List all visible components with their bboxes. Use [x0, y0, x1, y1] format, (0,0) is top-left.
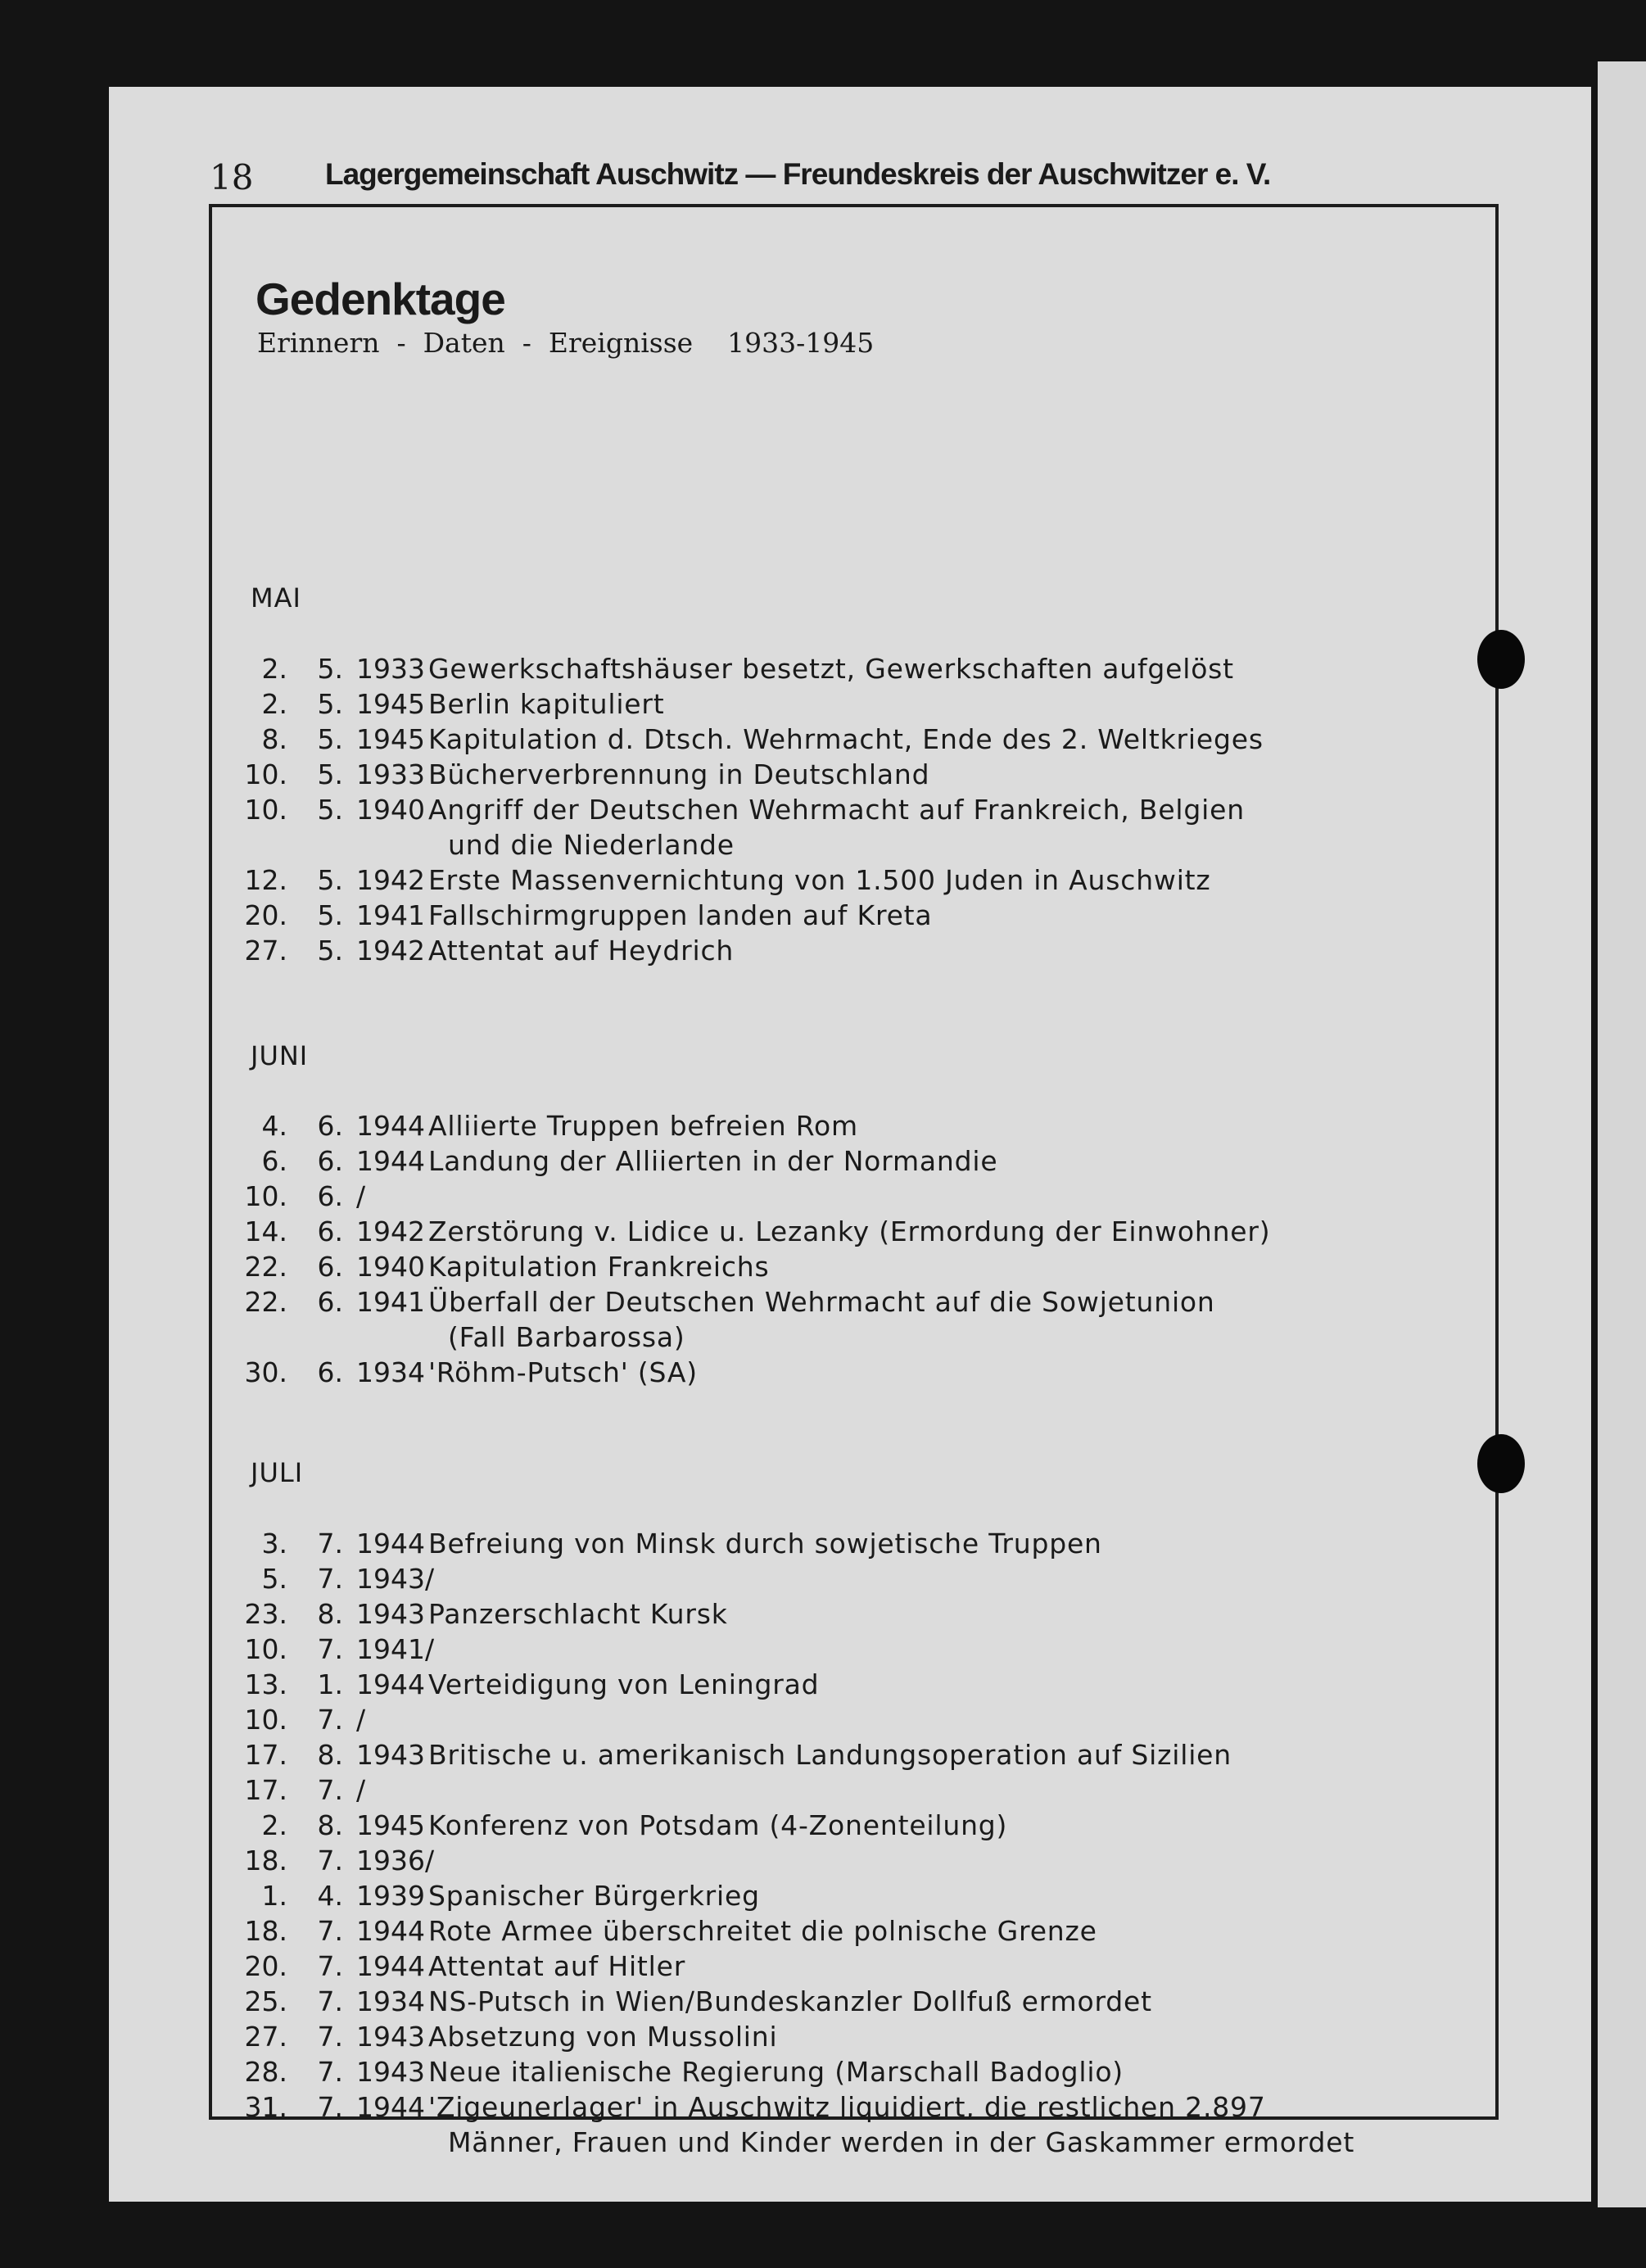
event-year: 1944 — [356, 1915, 425, 1947]
event-text: Neue italienische Regierung (Marschall Badoglio) — [428, 2056, 1124, 2088]
event-list-juni — [212, 1108, 1490, 1390]
event-text-continuation: und die Niederlande — [448, 829, 735, 861]
event-day: 10. — [244, 1704, 287, 1736]
event-year: 1945 — [356, 1809, 425, 1841]
event-text: 'Zigeunerlager' in Auschwitz liquidiert, die restlichen 2.897 — [428, 2091, 1266, 2123]
event-row — [212, 686, 1490, 722]
event-month: 5. — [317, 723, 343, 755]
event-row — [212, 1179, 1490, 1214]
event-day: 3. — [261, 1528, 287, 1560]
event-text: Absetzung von Mussolini — [428, 2021, 778, 2053]
event-row — [212, 1843, 1490, 1878]
event-row — [212, 1702, 1490, 1737]
event-month: 7. — [317, 2021, 343, 2053]
box-subtitle: Erinnern - Daten - Ereignisse 1933-1945 — [257, 327, 875, 359]
event-list-juli — [212, 1526, 1490, 2160]
event-row — [212, 1596, 1490, 1632]
event-row — [212, 1737, 1490, 1772]
event-year: 1941 — [356, 1286, 425, 1318]
event-month: 5. — [317, 935, 343, 967]
event-day: 22. — [244, 1286, 287, 1318]
event-month: 5. — [317, 794, 343, 826]
event-day: 10. — [244, 1633, 287, 1665]
event-row — [212, 1667, 1490, 1702]
event-year: 1941/ — [356, 1633, 435, 1665]
event-day: 2. — [261, 1809, 287, 1841]
event-month: 5. — [317, 653, 343, 685]
event-month: 7. — [317, 1915, 343, 1947]
memorial-days-box — [209, 204, 1499, 2158]
event-text — [420, 1843, 428, 1878]
event-year: 1944 — [356, 1110, 425, 1142]
event-month: 7. — [317, 1950, 343, 1982]
event-year: 1933 — [356, 758, 425, 790]
event-row — [212, 1878, 1490, 1913]
event-day: 18. — [244, 1845, 287, 1876]
punch-hole — [1477, 1434, 1525, 1493]
event-list-mai — [212, 651, 1490, 968]
event-month: 7. — [317, 2056, 343, 2088]
event-day: 1. — [261, 1880, 287, 1912]
event-month: 7. — [317, 1633, 343, 1665]
event-year: / — [356, 1704, 366, 1736]
event-day: 27. — [244, 2021, 287, 2053]
event-text: Britische u. amerikanisch Landungsoperation auf Sizilien — [428, 1739, 1232, 1771]
event-row — [212, 2019, 1490, 2054]
event-month: 6. — [317, 1356, 343, 1388]
event-month: 7. — [317, 1563, 343, 1595]
event-day: 20. — [244, 899, 287, 931]
event-year: 1942 — [356, 864, 425, 896]
event-text: Zerstörung v. Lidice u. Lezanky (Ermordung der Einwohner) — [428, 1215, 1271, 1247]
event-row — [212, 1526, 1490, 1561]
event-month: 7. — [317, 2091, 343, 2123]
event-row — [212, 1249, 1490, 1284]
event-row — [212, 757, 1490, 792]
event-year: 1933 — [356, 653, 425, 685]
event-text: Kapitulation Frankreichs — [428, 1251, 770, 1283]
event-month: 7. — [317, 1845, 343, 1876]
box-title: Gedenktage — [255, 274, 505, 324]
event-month: 1. — [317, 1668, 343, 1700]
event-day: 2. — [261, 653, 287, 685]
page-number: 18 — [210, 157, 254, 197]
event-row — [212, 1561, 1490, 1596]
event-row — [212, 1772, 1490, 1808]
event-year: 1944 — [356, 1528, 425, 1560]
event-text: Angriff der Deutschen Wehrmacht auf Frankreich, Belgien — [428, 794, 1245, 826]
event-text-continuation: (Fall Barbarossa) — [448, 1321, 685, 1353]
event-year: 1942 — [356, 935, 425, 967]
section-title-mai: MAI — [251, 582, 301, 613]
event-row — [212, 1632, 1490, 1667]
event-row — [212, 898, 1490, 933]
event-month: 7. — [317, 1774, 343, 1806]
event-day: 6. — [261, 1145, 287, 1177]
event-text — [420, 1561, 428, 1596]
event-text-continuation: Männer, Frauen und Kinder werden in der Gaskammer ermordet — [448, 2126, 1355, 2158]
event-month: 6. — [317, 1215, 343, 1247]
event-row — [212, 792, 1490, 827]
event-year: 1944 — [356, 1145, 425, 1177]
event-text: Konferenz von Potsdam (4-Zonenteilung) — [428, 1809, 1008, 1841]
event-text — [420, 1702, 428, 1737]
event-day: 14. — [244, 1215, 287, 1247]
event-row — [212, 1984, 1490, 2019]
event-year: 1943 — [356, 1598, 425, 1630]
event-month: 6. — [317, 1145, 343, 1177]
event-month: 8. — [317, 1739, 343, 1771]
event-text: Attentat auf Hitler — [428, 1950, 686, 1982]
event-text: Bücherverbrennung in Deutschland — [428, 758, 930, 790]
event-row — [212, 1214, 1490, 1249]
event-day: 4. — [261, 1110, 287, 1142]
event-day: 17. — [244, 1774, 287, 1806]
event-day: 2. — [261, 688, 287, 720]
event-year: 1943/ — [356, 1563, 435, 1595]
event-year: 1942 — [356, 1215, 425, 1247]
document-page — [109, 87, 1591, 2202]
event-year: 1939 — [356, 1880, 425, 1912]
event-row — [212, 1808, 1490, 1843]
event-text: Gewerkschaftshäuser besetzt, Gewerkschaften aufgelöst — [428, 653, 1234, 685]
event-text — [420, 1179, 428, 1214]
event-text: Verteidigung von Leningrad — [428, 1668, 820, 1700]
event-year: 1936/ — [356, 1845, 435, 1876]
event-day: 10. — [244, 1180, 287, 1212]
event-row — [212, 1108, 1490, 1143]
event-row — [212, 1355, 1490, 1390]
event-text: Panzerschlacht Kursk — [428, 1598, 728, 1630]
event-text — [420, 1632, 428, 1667]
event-day: 10. — [244, 794, 287, 826]
event-text: Alliierte Truppen befreien Rom — [428, 1110, 858, 1142]
event-year: 1941 — [356, 899, 425, 931]
event-year: / — [356, 1180, 366, 1212]
event-text: Landung der Alliierten in der Normandie — [428, 1145, 998, 1177]
event-month: 8. — [317, 1809, 343, 1841]
adjacent-page-edge — [1598, 61, 1646, 2207]
event-year: 1943 — [356, 2021, 425, 2053]
event-year: / — [356, 1774, 366, 1806]
event-day: 27. — [244, 935, 287, 967]
event-year: 1943 — [356, 2056, 425, 2088]
event-row — [212, 722, 1490, 757]
event-month: 6. — [317, 1180, 343, 1212]
event-month: 5. — [317, 758, 343, 790]
event-day: 30. — [244, 1356, 287, 1388]
event-year: 1934 — [356, 1985, 425, 2017]
event-month: 8. — [317, 1598, 343, 1630]
event-row — [212, 862, 1490, 898]
event-day: 12. — [244, 864, 287, 896]
event-day: 18. — [244, 1915, 287, 1947]
event-day: 28. — [244, 2056, 287, 2088]
event-text: Berlin kapituliert — [428, 688, 665, 720]
event-day: 22. — [244, 1251, 287, 1283]
event-text: Erste Massenvernichtung von 1.500 Juden in Auschwitz — [428, 864, 1211, 896]
event-row — [212, 1913, 1490, 1949]
event-month: 5. — [317, 864, 343, 896]
event-year: 1940 — [356, 1251, 425, 1283]
event-text: Befreiung von Minsk durch sowjetische Truppen — [428, 1528, 1102, 1560]
event-day: 31. — [244, 2091, 287, 2123]
event-text: Kapitulation d. Dtsch. Wehrmacht, Ende des 2. Weltkrieges — [428, 723, 1264, 755]
event-month: 5. — [317, 899, 343, 931]
event-day: 23. — [244, 1598, 287, 1630]
event-text: NS-Putsch in Wien/Bundeskanzler Dollfuß ermordet — [428, 1985, 1152, 2017]
event-month: 7. — [317, 1528, 343, 1560]
event-year: 1944 — [356, 2091, 425, 2123]
event-row — [212, 2054, 1490, 2089]
event-month: 5. — [317, 688, 343, 720]
event-text: Fallschirmgruppen landen auf Kreta — [428, 899, 933, 931]
event-row — [212, 651, 1490, 686]
punch-hole — [1477, 630, 1525, 689]
event-month: 6. — [317, 1110, 343, 1142]
event-text: Rote Armee überschreitet die polnische Grenze — [428, 1915, 1097, 1947]
event-month: 6. — [317, 1286, 343, 1318]
event-row — [212, 1143, 1490, 1179]
event-month: 4. — [317, 1880, 343, 1912]
running-header: Lagergemeinschaft Auschwitz — Freundeskreis der Auschwitzer e. V. — [325, 157, 1271, 191]
event-month: 6. — [317, 1251, 343, 1283]
event-day: 5. — [261, 1563, 287, 1595]
event-text — [420, 1772, 428, 1808]
event-year: 1940 — [356, 794, 425, 826]
event-day: 10. — [244, 758, 287, 790]
event-text: Spanischer Bürgerkrieg — [428, 1880, 760, 1912]
event-year: 1934 — [356, 1356, 425, 1388]
event-year: 1945 — [356, 688, 425, 720]
event-row — [212, 2089, 1490, 2125]
event-text: Attentat auf Heydrich — [428, 935, 735, 967]
event-day: 17. — [244, 1739, 287, 1771]
event-day: 8. — [261, 723, 287, 755]
event-row — [212, 933, 1490, 968]
event-text: Überfall der Deutschen Wehrmacht auf die Sowjetunion — [428, 1286, 1215, 1318]
event-month: 7. — [317, 1704, 343, 1736]
event-text: 'Röhm-Putsch' (SA) — [428, 1356, 698, 1388]
event-month: 7. — [317, 1985, 343, 2017]
event-year: 1944 — [356, 1950, 425, 1982]
event-year: 1943 — [356, 1739, 425, 1771]
section-title-juli: JULI — [251, 1457, 304, 1488]
event-row — [212, 1949, 1490, 1984]
event-year: 1945 — [356, 723, 425, 755]
event-row — [212, 1284, 1490, 1320]
event-day: 20. — [244, 1950, 287, 1982]
section-title-juni: JUNI — [251, 1040, 309, 1071]
event-day: 13. — [244, 1668, 287, 1700]
event-day: 25. — [244, 1985, 287, 2017]
event-year: 1944 — [356, 1668, 425, 1700]
